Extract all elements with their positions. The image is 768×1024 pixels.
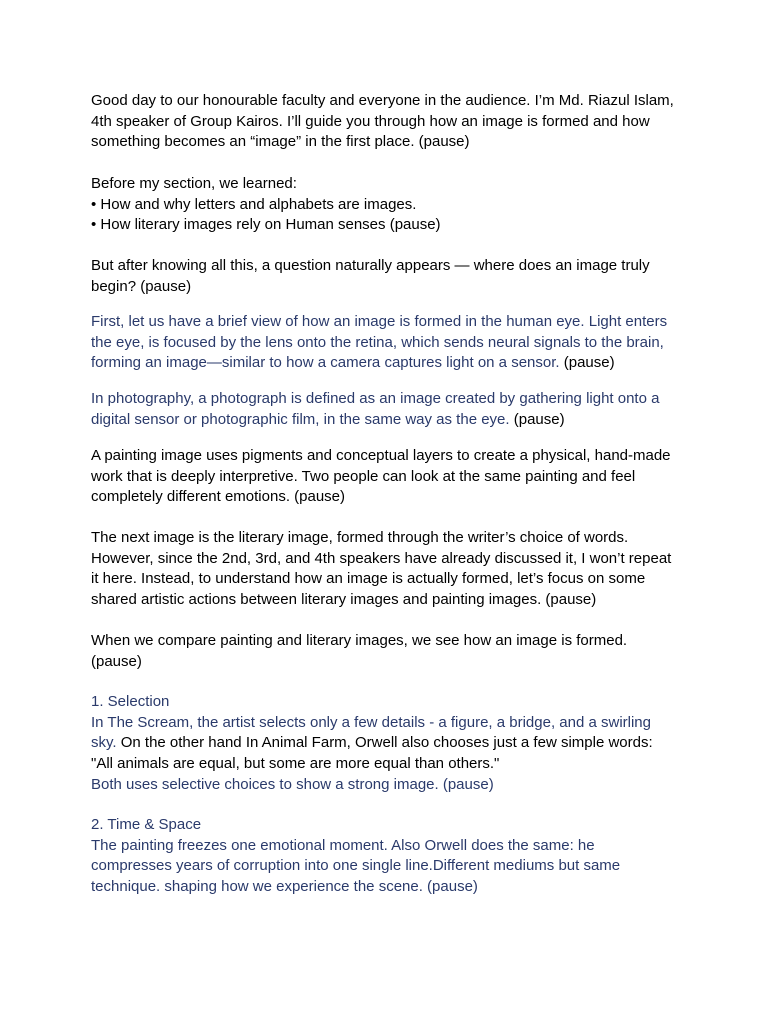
text-line (91, 410, 691, 431)
text-line: shared artistic actions between literary images and painting images. (pause) (91, 591, 597, 609)
text-line: something becomes an “image” in the first place. (pause) (91, 133, 470, 151)
text-line: The painting freezes one emotional moment. Also Orwell does the same: he (91, 836, 595, 854)
section-heading: 2. Time & Space (91, 816, 202, 833)
text-line: begin? (pause) (91, 277, 192, 295)
text-line: Before my section, we learned: (91, 175, 297, 192)
question-paragraph (91, 256, 691, 297)
text-span: sky. (91, 734, 117, 752)
text-line: Good day to our honourable faculty and everyone in the audience. I’m Md. Riazul Islam, (91, 92, 674, 109)
painting-paragraph (91, 446, 691, 508)
text-line (91, 733, 691, 754)
text-span: digital sensor or photographic film, in the same way as the eye. (91, 410, 510, 428)
text-line: The next image is the literary image, formed through the writer’s choice of words. (91, 529, 629, 546)
bullet-item: • How literary images rely on Human senses (pause) (91, 216, 441, 234)
text-line: However, since the 2nd, 3rd, and 4th speakers have already discussed it, I won’t repeat (91, 549, 672, 567)
literary-paragraph (91, 528, 691, 611)
time-space-section (91, 815, 691, 898)
text-span: On the other hand In Animal Farm, Orwell also chooses just a few simple words: (116, 734, 653, 752)
eye-paragraph (91, 312, 691, 374)
text-line: compresses years of corruption into one single line.Different mediums but same (91, 857, 621, 875)
text-line: First, let us have a brief view of how an image is formed in the human eye. Light enters (91, 313, 668, 330)
selection-section (91, 692, 691, 796)
text-line (91, 353, 691, 374)
photo-paragraph (91, 389, 691, 430)
text-line: When we compare painting and literary images, we see how an image is formed. (91, 632, 628, 649)
text-line: completely different emotions. (pause) (91, 488, 346, 506)
text-line: In photography, a photograph is defined as an image created by gathering light onto a (91, 390, 660, 407)
text-line: But after knowing all this, a question naturally appears — where does an image truly (91, 257, 650, 274)
recap-paragraph (91, 174, 691, 236)
text-line: Both uses selective choices to show a strong image. (pause) (91, 775, 494, 793)
pause-note: (pause) (559, 354, 615, 372)
text-line: (pause) (91, 652, 142, 670)
text-line: the eye, is focused by the lens onto the retina, which sends neural signals to the brain, (91, 333, 664, 351)
compare-paragraph (91, 631, 691, 672)
text-line: it here. Instead, to understand how an image is actually formed, let’s focus on some (91, 570, 646, 588)
text-line: In The Scream, the artist selects only a few details - a figure, a bridge, and a swirling (91, 713, 651, 731)
text-span: forming an image—similar to how a camera captures light on a sensor. (91, 354, 560, 372)
pause-note: (pause) (509, 410, 565, 428)
section-heading: 1. Selection (91, 693, 170, 710)
text-line: technique. shaping how we experience the scene. (pause) (91, 878, 478, 896)
intro-paragraph (91, 91, 691, 153)
bullet-item: • How and why letters and alphabets are images. (91, 195, 417, 213)
text-line: A painting image uses pigments and conceptual layers to create a physical, hand-made (91, 447, 671, 464)
text-line: work that is deeply interpretive. Two people can look at the same painting and feel (91, 467, 636, 485)
text-line: 4th speaker of Group Kairos. I’ll guide you through how an image is formed and how (91, 112, 650, 130)
quote-line: "All animals are equal, but some are more equal than others." (91, 755, 500, 773)
